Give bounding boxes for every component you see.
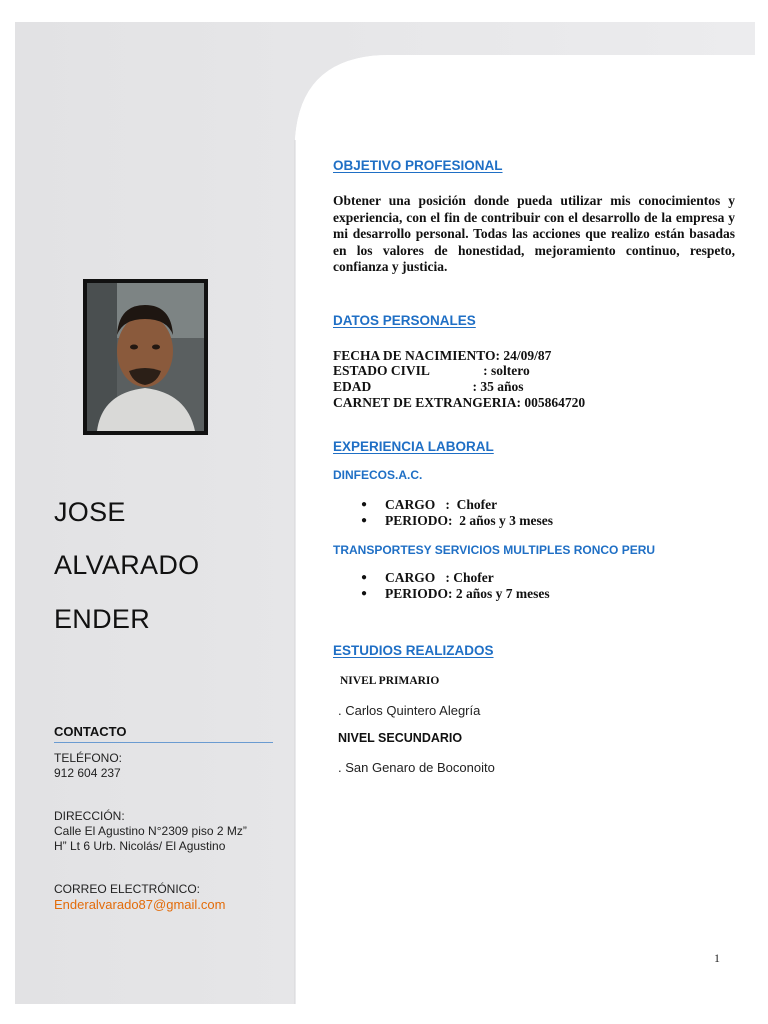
profile-photo	[83, 279, 208, 435]
education-heading: ESTUDIOS REALIZADOS	[333, 643, 494, 658]
objective-heading: OBJETIVO PROFESIONAL	[333, 158, 503, 173]
phone-value: 912 604 237	[54, 766, 121, 780]
primary-school: . Carlos Quintero Alegría	[338, 703, 481, 718]
job-2-company: TRANSPORTESY SERVICIOS MULTIPLES RONCO PERU	[333, 543, 656, 557]
name-first: JOSE	[54, 497, 126, 527]
list-item: ● PERIODO: 2 años y 3 meses	[361, 513, 553, 529]
list-item: ● CARGO : Chofer	[361, 497, 553, 513]
job-1-company: DINFECOS.A.C.	[333, 468, 423, 482]
email-label: CORREO ELECTRÓNICO:	[54, 882, 201, 896]
page-number: 1	[714, 951, 720, 965]
email-link[interactable]: Enderalvarado87@gmail.com	[54, 897, 226, 912]
contact-divider	[54, 742, 273, 743]
secondary-level-label: NIVEL SECUNDARIO	[338, 731, 463, 745]
contact-heading: CONTACTO	[54, 724, 127, 739]
name-last: ENDER	[54, 604, 151, 634]
id-card-line: CARNET DE EXTRANGERIA: 005864720	[333, 395, 586, 410]
age-line: EDAD : 35 años	[333, 379, 524, 394]
experience-heading: EXPERIENCIA LABORAL	[333, 439, 494, 454]
primary-level-label: NIVEL PRIMARIO	[340, 675, 440, 687]
civil-status-line: ESTADO CIVIL : soltero	[333, 363, 530, 378]
birthdate-line: FECHA DE NACIMIENTO: 24/09/87	[333, 348, 552, 363]
list-item: ● PERIODO: 2 años y 7 meses	[361, 586, 550, 602]
list-item: ● CARGO : Chofer	[361, 570, 550, 586]
job-2-details	[361, 570, 550, 602]
address-line-2: H” Lt 6 Urb. Nicolás/ El Agustino	[54, 839, 226, 853]
personal-heading: DATOS PERSONALES	[333, 313, 476, 328]
job-1-details	[361, 497, 553, 529]
secondary-school: . San Genaro de Boconoito	[338, 760, 495, 775]
address-line-1: Calle El Agustino N°2309 piso 2 Mz”	[54, 824, 247, 838]
address-label: DIRECCIÓN:	[54, 809, 125, 823]
portrait-photo-image	[87, 283, 204, 431]
phone-label: TELÉFONO:	[54, 751, 123, 765]
objective-text: Obtener una posición donde pueda utilizar mis conocimientos y experiencia, con el fin de contribuir con el desarrollo de la empresa y mi desarrollo personal. Todas las acciones que realizo están basadas en los valores de honestidad, mejoramiento continuo, respeto, confianza y justicia.	[333, 193, 735, 274]
name-middle: ALVARADO	[54, 550, 200, 580]
